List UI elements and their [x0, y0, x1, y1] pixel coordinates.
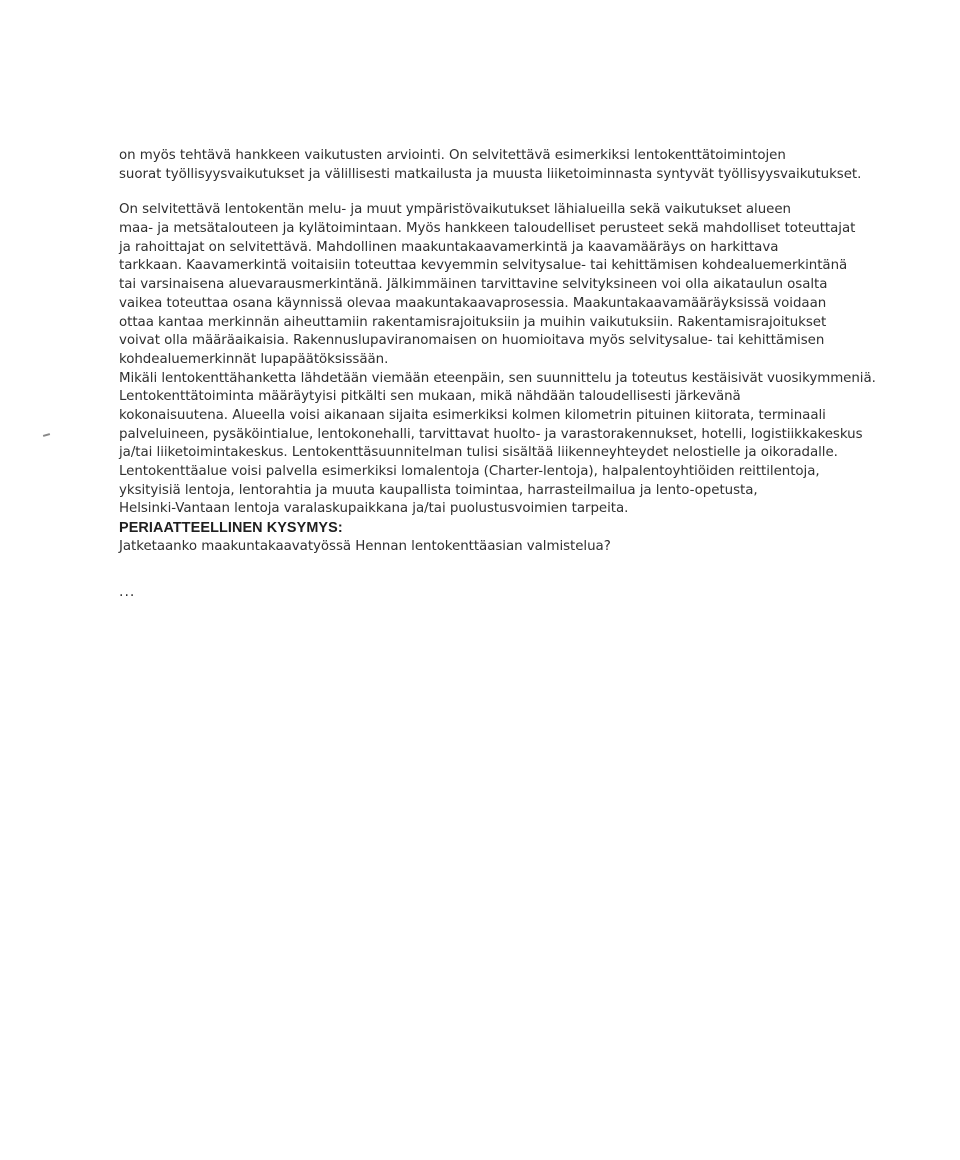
- text-line: ottaa kantaa merkinnän aiheuttamiin rakentamisrajoituksiin ja muihin vaikutuksiin. Rakentamisrajoitukset: [119, 314, 827, 330]
- text-line: on myös tehtävä hankkeen vaikutusten arviointi. On selvitettävä esimerkiksi lentokenttätoimintojen: [119, 148, 786, 163]
- text-line: tarkkaan. Kaavamerkintä voitaisiin toteuttaa kevyemmin selvitysalue- tai kehittämisen kohdealuemerkintänä: [119, 258, 848, 274]
- paragraph-2: [119, 201, 889, 519]
- text-line: maa- ja metsätalouteen ja kylätoimintaan. Myös hankkeen taloudelliset perusteet sekä mahdolliset toteuttajat: [119, 221, 856, 237]
- text-line: kohdealuemerkinnät lupapäätöksissään.: [119, 351, 389, 367]
- text-line: On selvitettävä lentokentän melu- ja muut ympäristövaikutukset lähialueilla sekä vaikutukset alueen: [119, 202, 791, 218]
- text-line: Helsinki-Vantaan lentoja varalaskupaikkana ja/tai puolustusvoimien tarpeita.: [119, 501, 629, 517]
- text-line: tai varsinaisena aluevarausmerkintänä. Jälkimmäinen tarvittavine selvityksineen voi olla aikataulun osalta: [119, 277, 828, 293]
- question-text: Jatketaanko maakuntakaavatyössä Hennan lentokenttäasian valmistelua?: [119, 538, 611, 554]
- text-line: ja rahoittajat on selvitettävä. Mahdollinen maakuntakaavamerkintä ja kaavamääräys on harkittava: [119, 239, 779, 255]
- section-heading: PERIAATTEELLINEN KYSYMYS:: [119, 520, 343, 537]
- scan-artifact-mark: [43, 433, 50, 437]
- text-line: Lentokenttäalue voisi palvella esimerkiksi lomalentoja (Charter-lentoja), halpalentoyhtiöiden reittilentoja,: [119, 464, 820, 479]
- document-body: [119, 147, 889, 601]
- text-line: kokonaisuutena. Alueella voisi aikanaan sijaita esimerkiksi kolmen kilometrin pituinen kiitorata, terminaali: [119, 407, 826, 423]
- text-line: voivat olla määräaikaisia. Rakennuslupaviranomaisen on huomioitava myös selvitysalue- tai kehittämisen: [119, 333, 825, 349]
- text-line: Mikäli lentokenttähanketta lähdetään viemään eteenpäin, sen suunnittelu ja toteutus kestäisivät vuosikymmeniä.: [119, 370, 876, 386]
- ellipsis-gap: [119, 556, 889, 583]
- text-line: Lentokenttätoiminta määräytyisi pitkälti sen mukaan, mikä nähdään taloudellisesti järkevänä: [119, 389, 741, 405]
- continuation-ellipsis: ...: [119, 584, 136, 601]
- text-line: suorat työllisyysvaikutukset ja välillisesti matkailusta ja muusta liiketoiminnasta syntyvät työllisyysvaikutukset.: [119, 166, 862, 182]
- paragraph-gap: [119, 184, 889, 201]
- paragraph-1: [119, 147, 889, 184]
- text-line: palveluineen, pysäköintialue, lentokonehalli, tarvittavat huolto- ja varastorakennukset, hotelli, logistiikkakeskus: [119, 426, 863, 442]
- text-line: vaikea toteuttaa osana käynnissä olevaa maakuntakaavaprosessia. Maakuntakaavamääräyksissä voidaan: [119, 295, 827, 311]
- text-line: yksityisiä lentoja, lentorahtia ja muuta kaupallista toimintaa, harrasteilmailua ja lento-opetusta,: [119, 482, 758, 498]
- text-line: ja/tai liiketoimintakeskus. Lentokenttäsuunnitelman tulisi sisältää liikenneyhteydet nelostielle ja oikoradalle.: [119, 445, 838, 461]
